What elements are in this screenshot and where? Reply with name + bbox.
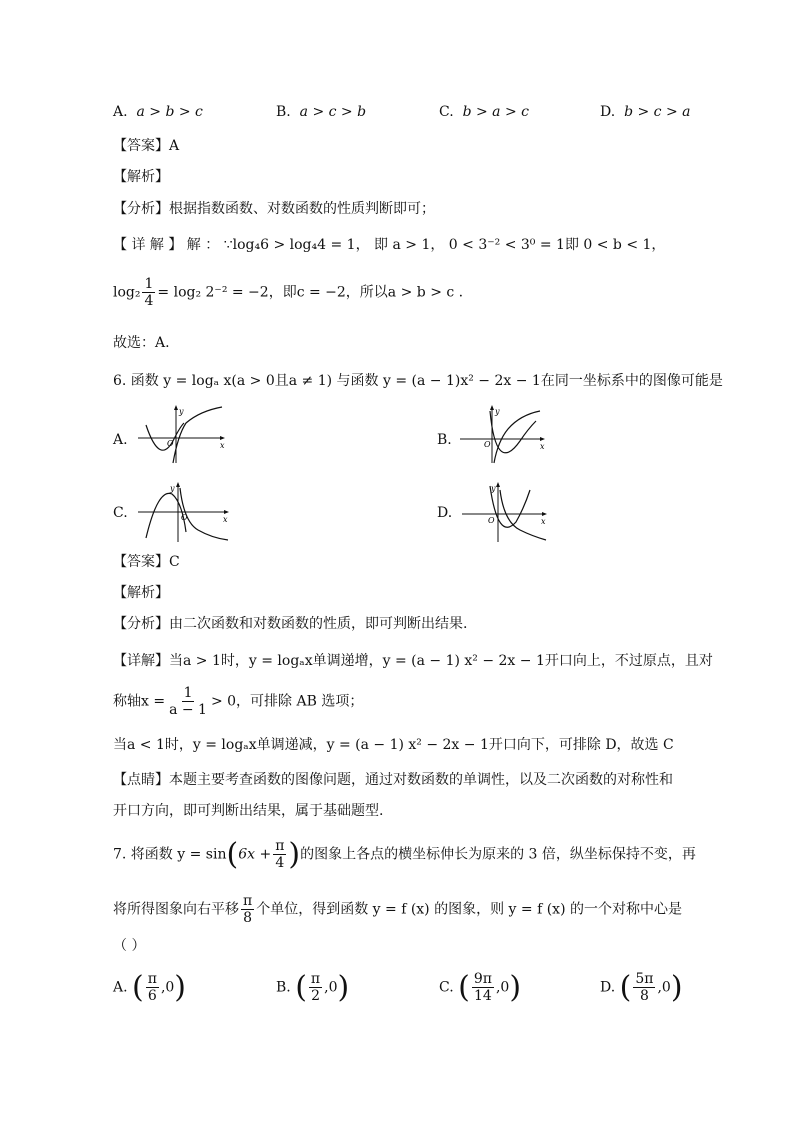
q6-graph-b [460, 405, 550, 465]
q6-xiangjie-1: 【详解】当a > 1时，y = logₐx单调递增，y = (a − 1) x² − 2x − 1开口向上，不过原点，且对 [113, 653, 713, 669]
svg-text:O: O [181, 513, 188, 522]
q6-fenxi: 【分析】由二次函数和对数函数的性质，即可判断出结果. [113, 616, 468, 632]
q6-option-b-label: B. [437, 432, 452, 448]
q6-option-a-label: A. [113, 432, 128, 448]
q6-graph-c [138, 482, 233, 544]
svg-text:x: x [541, 517, 546, 526]
q5-jiexi: 【解析】 [113, 169, 169, 185]
svg-text:O: O [488, 516, 495, 525]
q6-dianjing-2: 开口方向，即可判断出结果，属于基础题型. [113, 803, 384, 819]
q7-stem-2: 将所得图象向右平移 $\frac{\pi}{8}$ 个单位，得到函数 y = f (x) 的图象，则 y = f (x) 的一个对称中心是 [113, 893, 682, 926]
q6-jiexi: 【解析】 [113, 585, 169, 601]
q6-xiangjie-3: 当a < 1时，y = logₐx单调递减，y = (a − 1) x² − 2x − 1开口向下，可排除 D，故选 C [113, 737, 674, 753]
svg-text:y: y [179, 407, 184, 416]
q5-answer: 【答案】A [113, 138, 180, 154]
q7-paren: （ ） [113, 938, 146, 954]
q5-xiangjie-1: 【 详 解 】 解 ： ∵log₄6 > log₄4 = 1， 即 a > 1， 0 < 3⁻² < 3⁰ = 1即 0 < b < 1， [113, 237, 666, 253]
svg-text:x: x [220, 441, 225, 450]
q5-option-a: A. a > b > c [113, 104, 203, 120]
q7-option-b: B. ( $\frac{\pi}{2}$ ,0) [276, 970, 350, 1005]
svg-text:O: O [167, 439, 174, 448]
q5-guxuan: 故选：A. [113, 335, 170, 351]
q5-option-b: B. a > c > b [276, 104, 367, 120]
svg-text:x: x [223, 515, 228, 524]
svg-text:x: x [540, 442, 545, 451]
q7-stem-1: 7. 将函数 y = sin(6x + $\frac{\pi}{4}$ )的图象上各点的横坐标伸长为原来的 3 倍，纵坐标保持不变，再 [113, 837, 696, 872]
q7-option-c: C. ( $\frac{9\pi}{14}$ ,0) [439, 970, 522, 1005]
svg-text:O: O [484, 440, 491, 449]
q5-fenxi: 【分析】根据指数函数、对数函数的性质判断即可； [113, 201, 435, 217]
q6-option-c-label: C. [113, 505, 128, 521]
q5-option-c: C. b > a > c [439, 104, 529, 120]
q6-graph-a [138, 405, 230, 465]
svg-text:y: y [495, 407, 500, 416]
q7-option-d: D. ( $\frac{5\pi}{8}$ ,0) [600, 970, 683, 1005]
q5-option-d: D. b > c > a [600, 104, 691, 120]
q6-stem: 6. 函数 y = logₐ x(a > 0且a ≠ 1) 与函数 y = (a − 1)x² − 2x − 1在同一坐标系中的图像可能是 [113, 373, 723, 389]
svg-text:y: y [491, 484, 496, 493]
q6-dianjing-1: 【点睛】本题主要考查函数的图像问题，通过对数函数的单调性，以及二次函数的对称性和 [113, 772, 673, 788]
q5-xiangjie-2: log₂ $\frac{1}{4}$ = log₂ 2⁻² = −2，即c = −2，所以a > b > c . [113, 276, 464, 309]
q6-xiangjie-2: 称轴x = $\frac{1}{a - 1}$ > 0，可排除 AB 选项； [113, 685, 364, 718]
q6-graph-d [462, 482, 552, 544]
q6-option-d-label: D. [437, 505, 453, 521]
q7-option-a: A. ( $\frac{\pi}{6}$ ,0) [113, 970, 187, 1005]
svg-text:y: y [170, 484, 175, 493]
q6-answer: 【答案】C [113, 554, 180, 570]
